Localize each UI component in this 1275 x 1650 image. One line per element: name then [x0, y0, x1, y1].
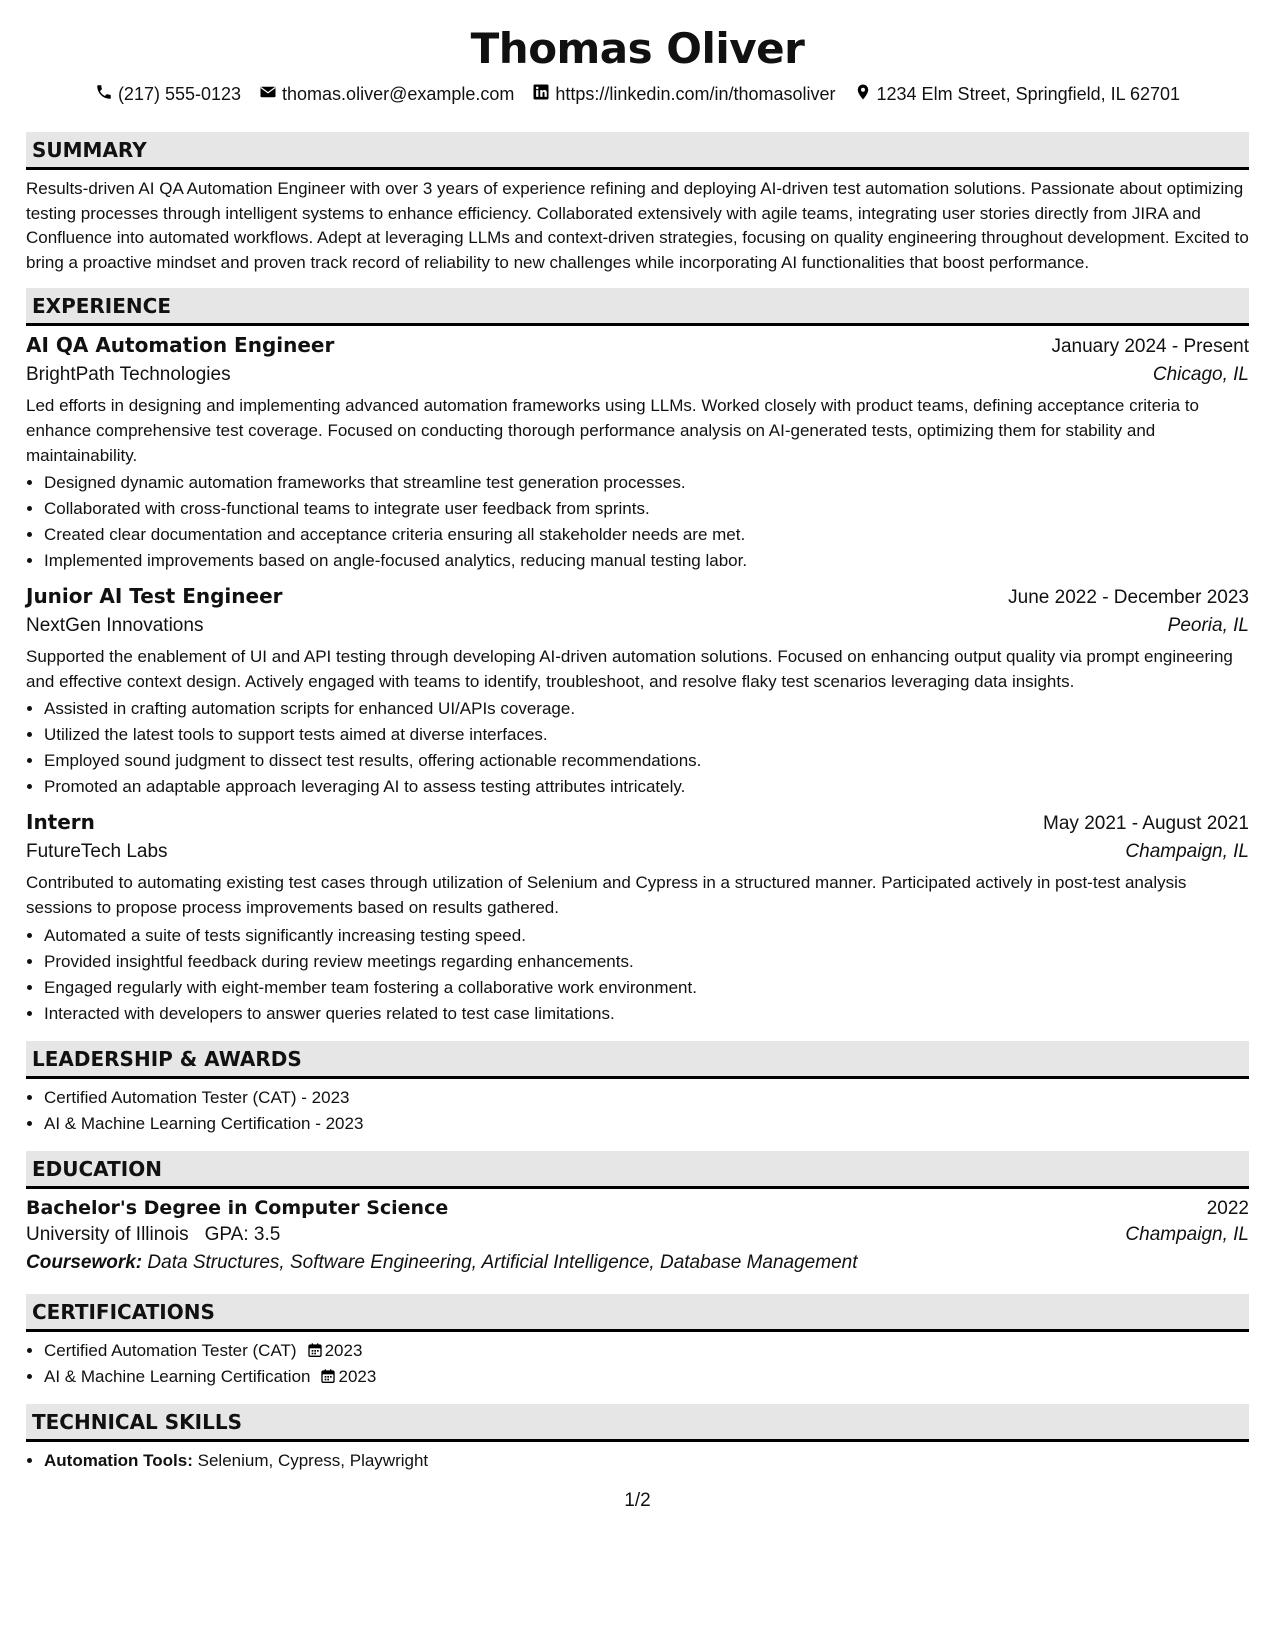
list-item: • AI & Machine Learning Certification - 2023 — [44, 1111, 1249, 1137]
page-number: 1/2 — [624, 1490, 651, 1511]
job-entry — [26, 584, 1249, 800]
school-location: Champaign, IL — [1125, 1223, 1249, 1245]
address-text: 1234 Elm Street, Springfield, IL 62701 — [876, 83, 1181, 104]
job-title: Intern — [26, 810, 95, 835]
education-section — [26, 1151, 1249, 1274]
job-description: Supported the enablement of UI and API testing through developing AI-driven automation solutions. Focused on enhancing output quality via prompt engineering and effective context design. Actively engaged with teams to identify, troubleshoot, and resolve flaky test scenarios leveraging data insights. — [26, 647, 1233, 691]
resume-page — [26, 0, 1249, 1474]
company-name: FutureTech Labs — [26, 841, 168, 863]
job-description: Led efforts in designing and implementing advanced automation frameworks using LLMs. Worked closely with product teams, defining acceptance criteria to enhance comprehensive test coverage. Focused on conducting thorough performance analysis on AI-generated tests, optimizing them for stability and maintainability. — [26, 396, 1199, 465]
skill-value: Selenium, Cypress, Playwright — [197, 1450, 429, 1470]
job-date: May 2021 - August 2021 — [1043, 813, 1249, 835]
section-title: LEADERSHIP & AWARDS — [26, 1041, 1249, 1079]
list-item: • Utilized the latest tools to support tests aimed at diverse interfaces. — [44, 722, 1249, 748]
list-item: • Collaborated with cross-functional teams to integrate user feedback from sprints. — [44, 496, 1249, 522]
job-entry — [26, 810, 1249, 1026]
list-item: • Employed sound judgment to dissect test results, offering actionable recommendations. — [44, 748, 1249, 774]
bullet-list — [26, 1085, 1249, 1137]
email-text: thomas.oliver@example.com — [282, 83, 515, 104]
list-item: • Engaged regularly with eight-member team fostering a collaborative work environment. — [44, 975, 1249, 1001]
list-item: • Promoted an adaptable approach leveraging AI to assess testing attributes intricately. — [44, 774, 1249, 800]
section-title: EXPERIENCE — [26, 288, 1249, 326]
coursework-text: Data Structures, Software Engineering, Artificial Intelligence, Database Management — [147, 1251, 858, 1273]
summary-section — [26, 132, 1249, 275]
coursework-line — [26, 1252, 1249, 1274]
job-location: Chicago, IL — [1152, 364, 1249, 386]
calendar-icon — [297, 1341, 325, 1360]
coursework-label: Coursework: — [26, 1251, 143, 1273]
contact-bar — [26, 80, 1249, 108]
phone-icon — [95, 83, 113, 106]
job-title: AI QA Automation Engineer — [26, 333, 335, 358]
map-pin-icon — [854, 83, 872, 106]
phone-text: (217) 555-0123 — [117, 83, 242, 104]
certification-name: Certified Automation Tester (CAT) — [44, 1340, 297, 1360]
skill-label: Automation Tools: — [44, 1450, 193, 1470]
list-item: • Certified Automation Tester (CAT) - 2023 — [44, 1085, 1249, 1111]
job-description: Contributed to automating existing test cases through utilization of Selenium and Cypress in a structured manner. Participated actively in post-test analysis sessions to propose process improvements based on results gathered. — [26, 873, 1187, 917]
job-entry — [26, 333, 1249, 574]
list-item — [44, 1364, 1249, 1390]
summary-text: Results-driven AI QA Automation Engineer with over 3 years of experience refining and deploying AI-driven test automation solutions. Passionate about optimizing testing processes through intelligent systems to enhance efficiency. Collaborated extensively with agile teams, integrating user stories directly from JIRA and Confluence into automated workflows. Adept at leveraging LLMs and context-driven strategies, focusing on quality engineering throughout development. Excited to bring a proactive mindset and proven track record of reliability to new challenges while incorporating AI functionalities that boost performance. — [26, 179, 1249, 272]
section-title: TECHNICAL SKILLS — [26, 1404, 1249, 1442]
calendar-icon — [310, 1367, 338, 1386]
gpa-text: GPA: 3.5 — [204, 1223, 281, 1245]
certification-year: 2023 — [324, 1340, 363, 1360]
degree-title: Bachelor's Degree in Computer Science — [26, 1196, 449, 1219]
bullet-list — [26, 1338, 1249, 1390]
contact-linkedin[interactable] — [532, 83, 835, 106]
candidate-name: Thomas Oliver — [470, 24, 805, 73]
skills-section — [26, 1404, 1249, 1474]
list-item: • Assisted in crafting automation scripts for enhanced UI/APIs coverage. — [44, 696, 1249, 722]
section-title: EDUCATION — [26, 1151, 1249, 1189]
graduation-year: 2022 — [1206, 1197, 1249, 1219]
list-item — [44, 1448, 1249, 1474]
job-date: June 2022 - December 2023 — [1008, 587, 1249, 609]
company-name: BrightPath Technologies — [26, 364, 231, 386]
certification-name: AI & Machine Learning Certification — [44, 1366, 311, 1386]
envelope-icon — [259, 83, 277, 106]
contact-phone — [95, 83, 241, 106]
linkedin-icon — [532, 83, 550, 106]
bullet-list — [26, 1448, 1249, 1474]
school-name: University of Illinois — [26, 1223, 189, 1245]
list-item: • Provided insightful feedback during review meetings regarding enhancements. — [44, 949, 1249, 975]
list-item — [44, 1338, 1249, 1364]
list-item: • Interacted with developers to answer queries related to test case limitations. — [44, 1001, 1249, 1027]
section-title: CERTIFICATIONS — [26, 1294, 1249, 1332]
list-item: • Designed dynamic automation frameworks that streamline test generation processes. — [44, 470, 1249, 496]
bullet-list — [26, 696, 1249, 800]
job-date: January 2024 - Present — [1051, 336, 1249, 358]
bullet-list — [26, 923, 1249, 1027]
section-title: SUMMARY — [26, 132, 1249, 170]
experience-section — [26, 288, 1249, 1026]
certifications-section — [26, 1294, 1249, 1390]
job-location: Peoria, IL — [1167, 615, 1249, 637]
job-title: Junior AI Test Engineer — [26, 584, 283, 609]
contact-address — [854, 83, 1181, 106]
bullet-list — [26, 470, 1249, 574]
certification-year: 2023 — [338, 1366, 377, 1386]
list-item: • Created clear documentation and acceptance criteria ensuring all stakeholder needs are met. — [44, 522, 1249, 548]
job-location: Champaign, IL — [1125, 841, 1249, 863]
company-name: NextGen Innovations — [26, 615, 204, 637]
leadership-section — [26, 1041, 1249, 1137]
list-item: • Automated a suite of tests significantly increasing testing speed. — [44, 923, 1249, 949]
contact-email[interactable] — [259, 83, 514, 106]
linkedin-text: https://linkedin.com/in/thomasoliver — [555, 83, 836, 104]
list-item: • Implemented improvements based on angle-focused analytics, reducing manual testing labor. — [44, 548, 1249, 574]
